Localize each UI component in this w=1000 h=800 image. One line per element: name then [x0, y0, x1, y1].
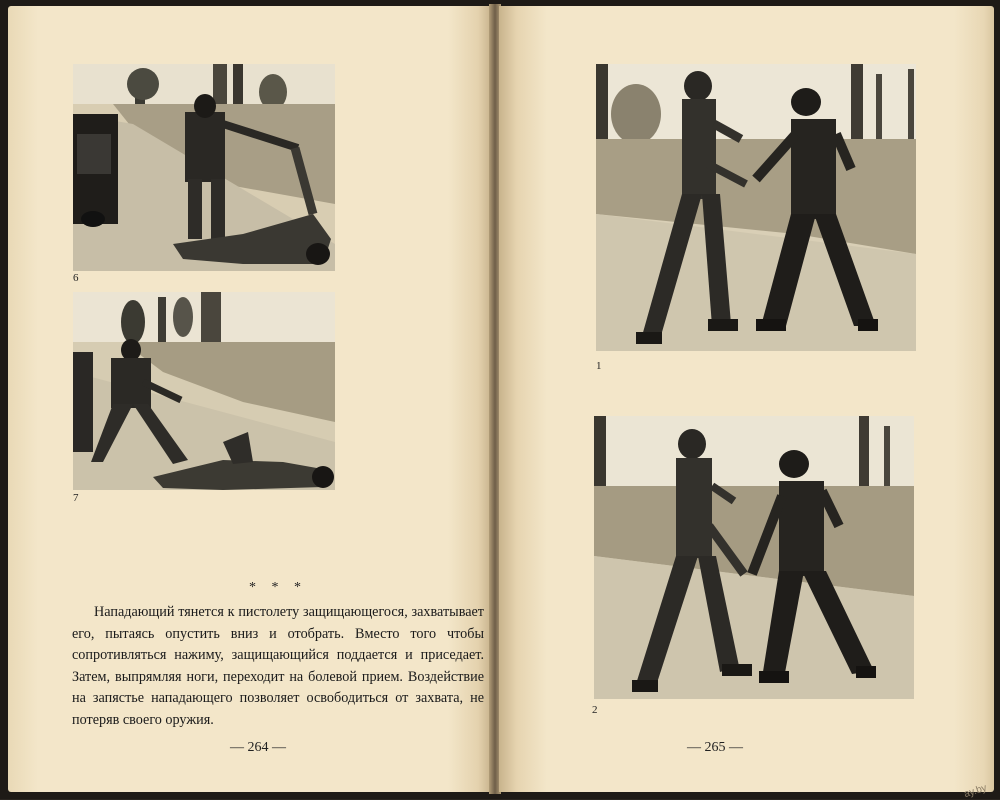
- photo-figure-2: [594, 416, 914, 699]
- section-separator: * * *: [249, 580, 307, 595]
- watermark: ay.by: [962, 782, 988, 800]
- page-number-left: — 264 —: [230, 740, 286, 755]
- photo-figure-6: [73, 64, 335, 271]
- page-number-right: — 265 —: [687, 740, 743, 755]
- photo-figure-1: [596, 64, 916, 351]
- photo-figure-7: [73, 292, 335, 490]
- left-page: [8, 6, 491, 792]
- figure-label-2: 2: [592, 704, 598, 716]
- figure-label-1: 1: [596, 360, 602, 372]
- figure-label-7: 7: [73, 492, 79, 504]
- right-page: [499, 6, 994, 792]
- figure-label-6: 6: [73, 272, 79, 284]
- body-paragraph: Нападающий тянется к пистолету защищающегося, захватывает его, пытаясь опустить вниз и отобрать. Вместо того чтобы сопротивляться нажиму, защищающийся поддается и приседает. Затем, выпрямляя ноги, переходит на болевой прием. Воздействие на запястье нападающего позволяет освободиться от захвата, не потеряв своего оружия.: [72, 604, 484, 728]
